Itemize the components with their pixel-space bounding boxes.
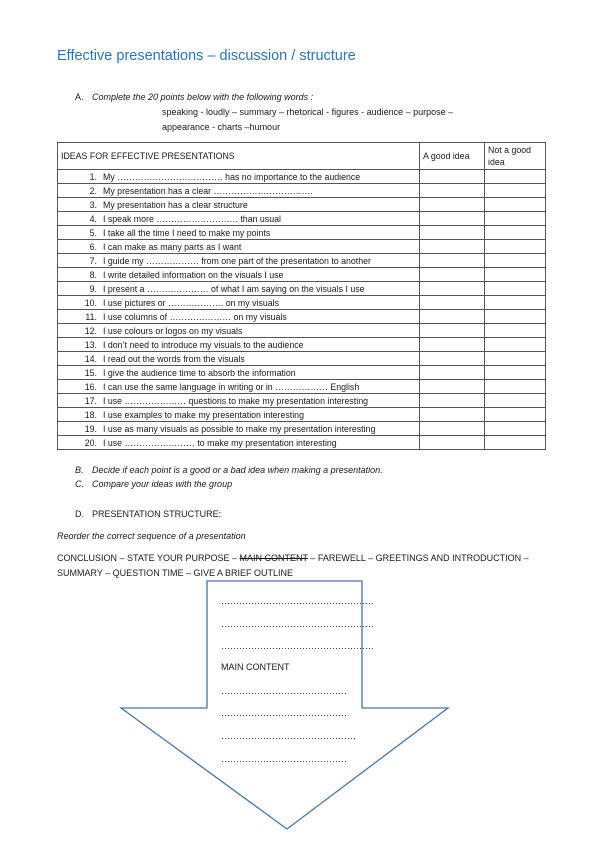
arrow-slot-3: …………………………………………… xyxy=(221,641,374,651)
word-list-line-1: speaking - loudly – summary – rhetorical - figures - audience – purpose – xyxy=(162,107,454,117)
arrow-slot-main-content: MAIN CONTENT xyxy=(221,662,290,672)
arrow-slot-1: …………………………………………… xyxy=(221,596,374,606)
idea-number: 9. xyxy=(89,283,97,294)
arrow-slot-6: …………………………………… xyxy=(221,708,347,718)
section-b-letter: B. xyxy=(75,465,84,475)
idea-number: 12. xyxy=(84,325,97,336)
section-d-letter: D. xyxy=(75,509,84,519)
sequence-part-2: – FAREWELL – GREETINGS AND INTRODUCTION – SUMMARY – QUESTION TIME – GIVE A BRIEF OUTLINE xyxy=(57,553,529,578)
idea-number: 5. xyxy=(89,227,97,238)
idea-number: 8. xyxy=(89,269,97,280)
idea-number: 13. xyxy=(84,339,97,350)
header-not-good-idea: Not a good idea xyxy=(485,143,546,170)
idea-number: 17. xyxy=(84,395,97,406)
idea-number: 18. xyxy=(84,409,97,420)
sequence-struck-item: MAIN CONTENT xyxy=(239,553,308,563)
idea-number: 6. xyxy=(89,241,97,252)
idea-number: 4. xyxy=(89,213,97,224)
idea-number: 2. xyxy=(89,185,97,196)
idea-text: I don’t need to introduce my visuals to the audience xyxy=(103,339,304,350)
idea-text: I guide my ……………… from one part of the presentation to another xyxy=(103,255,371,266)
arrow-slot-7: ……………………………………… xyxy=(221,731,356,741)
arrow-slot-2: …………………………………………… xyxy=(221,619,374,629)
idea-number: 7. xyxy=(89,255,97,266)
sequence-part-1: CONCLUSION – STATE YOUR PURPOSE – xyxy=(57,553,240,563)
idea-text: I write detailed information on the visuals I use xyxy=(103,269,284,280)
idea-number: 3. xyxy=(89,199,97,210)
page-title: Effective presentations – discussion / structure xyxy=(57,48,356,64)
section-a-text: Complete the 20 points below with the following words : xyxy=(92,92,314,102)
arrow-slot-5: …………………………………… xyxy=(221,686,347,696)
section-c-letter: C. xyxy=(75,479,84,489)
idea-text: I speak more ………………………. than usual xyxy=(103,213,281,224)
idea-text: I can use the same language in writing or in ……………… English xyxy=(103,381,360,392)
word-list-line-2: appearance - charts –humour xyxy=(162,122,281,132)
idea-text: I use ………………… questions to make my presentation interesting xyxy=(103,395,368,406)
idea-text: I use …………………… to make my presentation interesting xyxy=(103,437,337,448)
idea-text: I use colours or logos on my visuals xyxy=(103,325,243,336)
idea-text: I use pictures or ………………. on my visuals xyxy=(103,297,279,308)
idea-text: I read out the words from the visuals xyxy=(103,353,245,364)
idea-text: I can make as many parts as I want xyxy=(103,241,242,252)
idea-text: I take all the time I need to make my points xyxy=(103,227,271,238)
idea-text: My ……………………………… has no importance to the audience xyxy=(103,171,361,182)
section-b-text: Decide if each point is a good or a bad idea when making a presentation. xyxy=(92,465,383,475)
idea-text: I present a ………………… of what I am saying on the visuals I use xyxy=(103,283,365,294)
reorder-instruction: Reorder the correct sequence of a presentation xyxy=(57,531,246,541)
header-ideas: IDEAS FOR EFFECTIVE PRESENTATIONS xyxy=(58,143,420,170)
idea-number: 10. xyxy=(84,297,97,308)
header-good-idea: A good idea xyxy=(420,143,485,170)
idea-text: My presentation has a clear ……………………………. xyxy=(103,185,313,196)
idea-number: 15. xyxy=(84,367,97,378)
section-a-letter: A. xyxy=(75,92,84,102)
idea-number: 20. xyxy=(84,437,97,448)
section-d-text: PRESENTATION STRUCTURE: xyxy=(92,509,222,519)
idea-text: I use as many visuals as possible to make my presentation interesting xyxy=(103,423,376,434)
idea-text: I give the audience time to absorb the information xyxy=(103,367,296,378)
idea-number: 14. xyxy=(84,353,97,364)
section-c-text: Compare your ideas with the group xyxy=(92,479,233,489)
idea-number: 1. xyxy=(89,171,97,182)
arrow-slot-8: …………………………………… xyxy=(221,754,347,764)
idea-number: 19. xyxy=(84,423,97,434)
idea-text: I use examples to make my presentation interesting xyxy=(103,409,304,420)
idea-text: I use columns of ………………… on my visuals xyxy=(103,311,287,322)
idea-number: 16. xyxy=(84,381,97,392)
idea-text: My presentation has a clear structure xyxy=(103,199,248,210)
idea-number: 11. xyxy=(85,311,97,322)
